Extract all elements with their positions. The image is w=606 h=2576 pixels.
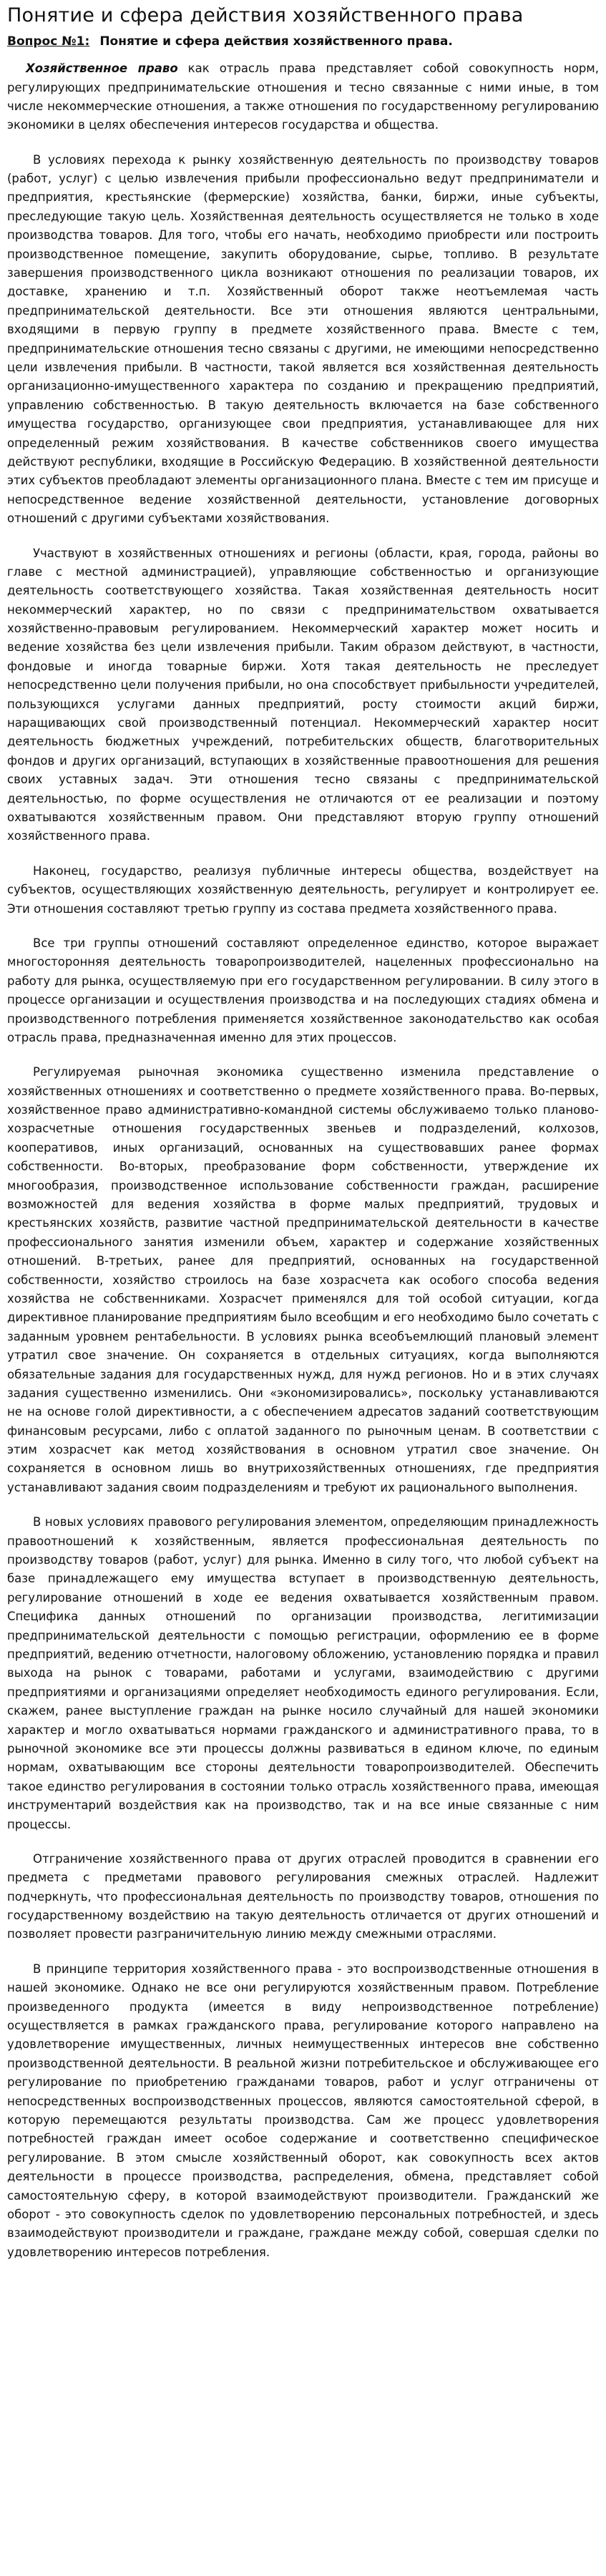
- question-label: Вопрос №1:: [7, 34, 90, 49]
- body-paragraph: Участвуют в хозяйственных отношениях и регионы (области, края, города, районы во главе с местной администрацией), управляющие собственностью и организующие деятельность соответствующего хозяйства. Такая хозяйственная деятельность носит некоммерческий характер, но по связи с предпринимательством охватывается хозяйственно-правовым регулированием. Некоммерческий характер может носить и ведение хозяйства без цели извлечения прибыли. Таким образом действуют, в частности, фондовые и иногда товарные биржи. Хотя такая деятельность не преследует непосредственно цели получения прибыли, но она способствует прибыльности учредителей, пользующихся услугами данных предприятий, росту стоимости акций биржи, наращивающих свой производственный потенциал. Некоммерческий характер носит деятельность бюджетных учреждений, потребительских обществ, благотворительных фондов и других организаций, вступающих в хозяйственные правоотношения для решения своих уставных задач. Эти отношения тесно связаны с предпринимательской деятельностью, по форме осуществления не отличаются от ее реализации и поэтому охватываются хозяйственным правом. Они представляют вторую группу отношений хозяйственного права.: [7, 546, 599, 843]
- body-paragraph: Регулируемая рыночная экономика существенно изменила представление о хозяйственных отношениях и соответственно о предмете хозяйственного права. Во-первых, хозяйственное право административно-командной системы обслуживаемо только планово-хозрасчетные отношения государственных звеньев и подразделений, колхозов, кооперативов, иных организаций, основанных на существовавших ранее формах собственности. Во-вторых, преобразование форм собственности, утверждение их многообразия, производственное использование собственности граждан, расширение возможностей для ведения хозяйства в форме малых предприятий, трудовых и крестьянских хозяйств, развитие частной предпринимательской деятельности в качестве профессионального занятия изменили объем, характер и содержание хозяйственных отношений. В-третьих, ранее для предприятий, основанных на государственной собственности, хозяйство строилось на базе хозрасчета как особого способа ведения хозяйства не собственниками. Хозрасчет применялся для той особой ситуации, когда директивное планирование предприятиям было всеобщим и его необходимо было сочетать с заданным уровнем рентабельности. В условиях рынка всеобъемлющий плановый элемент утратил свое значение. Он сохраняется в отдельных ситуациях, когда выполняются обязательные задания для государственных нужд, для нужд регионов. Но и в этих случаях задания существенно изменились. Они «экономизировались», поскольку устанавливаются не на основе голой директивности, а с обеспечением адресатов заданий соответствующим финансовым ресурсами, либо с оплатой заданного по рыночным ценам. В соответствии с этим хозрасчет как метод хозяйствования в основном утратил свое значение. Он сохраняется в основном лишь во внутрихозяйственных отношениях, где предприятия устанавливают задания своим подразделениям и требуют их рационального выполнения.: [7, 1065, 599, 1494]
- body-paragraph: Отграничение хозяйственного права от других отраслей проводится в сравнении его предмета с предметами правового регулирования смежных отраслей. Надлежит подчеркнуть, что профессиональная деятельность по производству товаров, отношения по государственному воздействию на такую деятельность отличается от других отношений и позволяет провести разграничительную линию между смежными отраслями.: [7, 1851, 599, 1941]
- body-paragraph: Наконец, государство, реализуя публичные интересы общества, воздействует на субъектов, осуществляющих хозяйственную деятельность, регулирует и контролирует ее. Эти отношения составляют третью группу из состава предмета хозяйственного права.: [7, 863, 599, 916]
- question-text: Понятие и сфера действия хозяйственного права.: [99, 34, 453, 49]
- page-title: Понятие и сфера действия хозяйственного права: [7, 4, 524, 26]
- question-heading: [7, 34, 599, 49]
- body-paragraph: В принципе территория хозяйственного права - это воспроизводственные отношения в нашей экономике. Однако не все они регулируются хозяйственным правом. Потребление произведенного продукта (имеется в виду непроизводственное потребление) осуществляется в рамках гражданского права, регулирование которого направлено на удовлетворение имущественных, личных неимущественных интересов вне собственно производственной деятельности. В реальной жизни потребительское и обслуживающее его регулирование по приобретению гражданами товаров, работ и услуг отграничены от непосредственных воспроизводственных процессов, являются самостоятельной сферой, в которую перемещаются результаты производства. Сам же процесс удовлетворения потребностей граждан имеет особое содержание и соответственно специфическое регулирование. В этом смысле хозяйственный оборот, как совокупность всех актов деятельности в процессе производства, распределения, обмена, представляет собой самостоятельную сферу, в которой взаимодействуют производители. Гражданский же оборот - это совокупность сделок по удовлетворению персональных потребностей, и здесь взаимодействуют производители и граждане, граждане между собой, совершая сделки по удовлетворению интересов потребления.: [7, 1962, 599, 2259]
- intro-paragraph: [7, 59, 599, 135]
- body-paragraph: В новых условиях правового регулирования элементом, определяющим принадлежность правоотношений к хозяйственным, является профессиональная деятельность по производству товаров (работ, услуг) для рынка. Именно в силу того, что любой субъект на базе принадлежащего ему имущества вступает в производственную деятельность, регулирование отношений в ходе ее ведения охватывается хозяйственным правом. Специфика данных отношений по организации производства, легитимизации предпринимательской деятельности с помощью регистрации, оформлению ее в форме предприятий, ведению отчетности, налоговому обложению, установлению порядка и правил выхода на рынок с товарами, работами и услугами, взаимодействию с другими предприятиями и организациями определяет необходимость единого регулирования. Если, скажем, ранее выступление граждан на рынке носило случайный для нашей экономики характер и могло охватываться нормами гражданского и административного права, то в рыночной экономике все эти процессы должны развиваться в едином ключе, по единым нормам, охватывающим все стороны деятельности товаропроизводителей. Обеспечить такое единство регулирования в состоянии только отрасль хозяйственного права, имеющая инструментарий воздействия как на производство, так и на все иные связанные с ним процессы.: [7, 1515, 599, 1831]
- body-paragraph: Все три группы отношений составляют определенное единство, которое выражает многосторонняя деятельность товаропроизводителей, нацеленных профессионально на работу для рынка, осуществляемую при его государственном регулировании. В силу этого в процессе организации и осуществления производства и на последующих стадиях обмена и производственного потребления применяется хозяйственное законодательство как особая отрасль права, предназначенная именно для этих процессов.: [7, 936, 599, 1044]
- body-paragraph: В условиях перехода к рынку хозяйственную деятельность по производству товаров (работ, услуг) с целью извлечения прибыли профессионально ведут предприниматели и предприятия, крестьянские (фермерские) хозяйства, банки, биржи, иные субъекты, преследующие такую цель. Хозяйственная деятельность осуществляется не только в ходе производства товаров. Для того, чтобы его начать, необходимо приобрести или построить производственное помещение, закупить оборудование, сырье, топливо. В результате завершения производственного цикла возникают отношения по реализации товаров, их доставке, хранению и т.п. Хозяйственный оборот также неотъемлемая часть предпринимательской деятельности. Все эти отношения являются центральными, входящими в первую группу в предмете хозяйственного права. Вместе с тем, предпринимательские отношения тесно связаны с другими, не имеющими непосредственно цели извлечения прибыли. В частности, такой является вся хозяйственная деятельность организационно-имущественного характера по созданию и прекращению предприятий, управлению собственностью. В такую деятельность включается на базе собственного имущества государство, организующее свои предприятия, устанавливающее для них определенный режим хозяйствования. В качестве собственников своего имущества действуют республики, входящие в Российскую Федерацию. В хозяйственной деятельности этих субъектов преобладают элементы организационного плана. Вместе с тем им присуще и непосредственное ведение хозяйственной деятельности, установление договорных отношений с другими субъектами хозяйствования.: [7, 152, 599, 526]
- intro-term: Хозяйственное право: [26, 62, 178, 76]
- intro-text: как отрасль права представляет собой совокупность норм, регулирующих предпринимательские отношения и тесно связанные с ними иные, в том числе некоммерческие отношения, а также отношения по государственному регулированию экономики в целях обеспечения интересов государства и общества.: [7, 62, 599, 132]
